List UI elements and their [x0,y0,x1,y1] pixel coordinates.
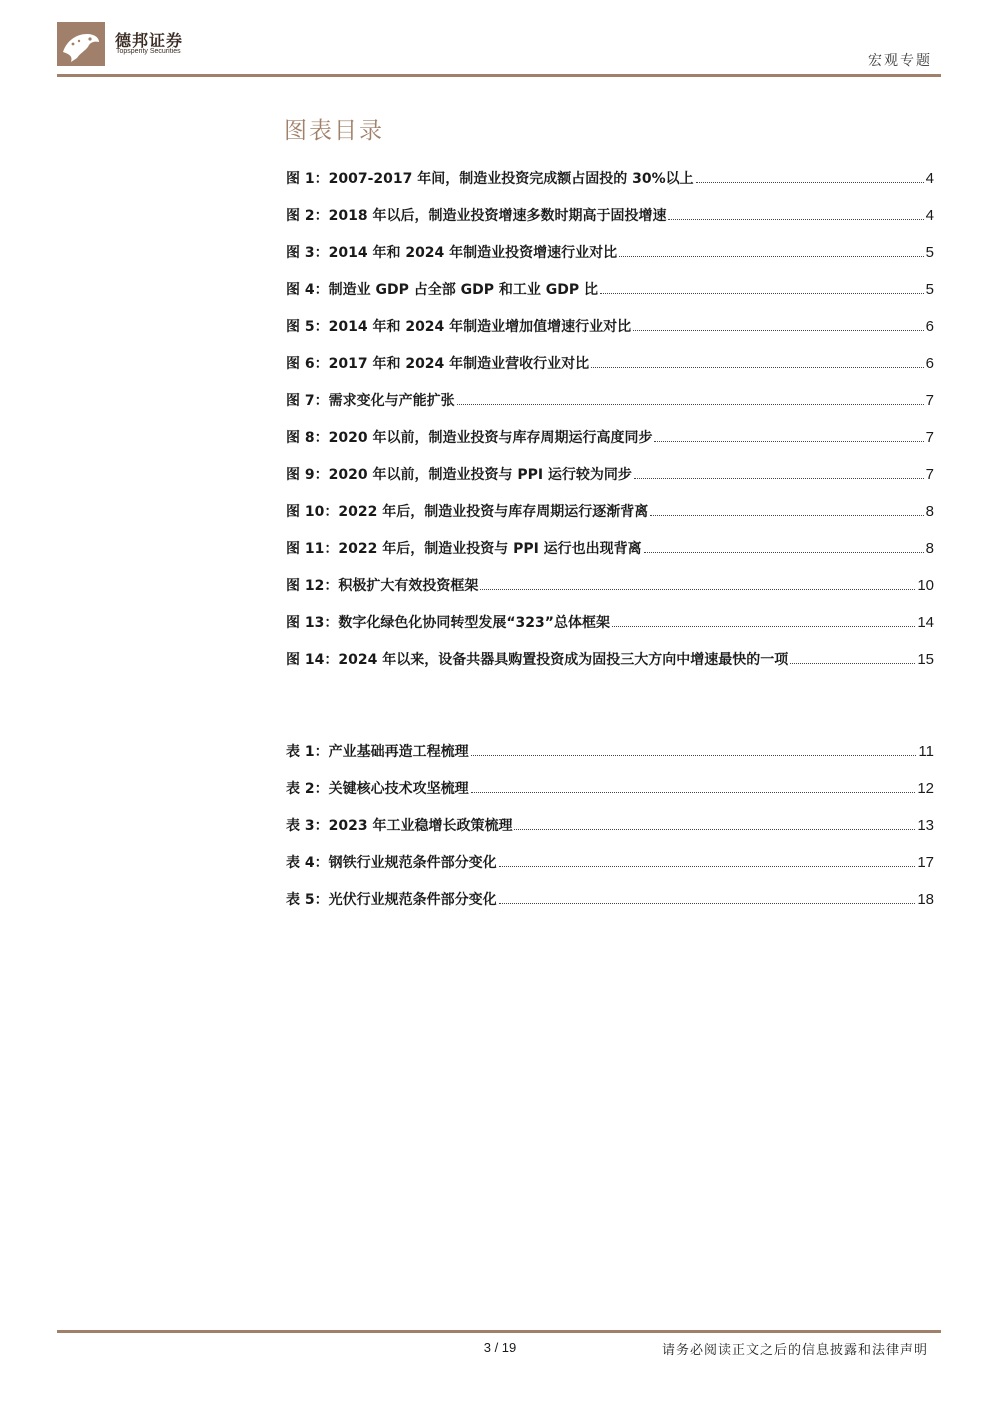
figure-list [286,168,934,686]
leader-dots [668,209,923,220]
leader-dots [471,782,916,793]
toc-figure-entry[interactable] [286,538,934,575]
leader-dots [650,505,923,516]
toc-figure-entry[interactable] [286,649,934,686]
toc-figure-entry-page: 5 [925,244,934,261]
toc-figure-entry[interactable] [286,242,934,279]
legal-disclaimer: 请务必阅读正文之后的信息披露和法律声明 [661,1343,928,1358]
toc-table-entry-label: 表 3：2023 年工业稳增长政策梳理 [286,818,513,834]
leader-dots [634,468,924,479]
toc-figure-entry-label: 图 14：2024 年以来，设备共器具购置投资成为固投三大方向中增速最快的一项 [286,652,789,668]
leader-dots [499,893,916,904]
page-header [0,0,1000,80]
toc-table-entry-page: 17 [917,854,934,871]
toc-figure-entry[interactable] [286,390,934,427]
leader-dots [612,616,915,627]
page-number: 3 / 19 [483,1340,517,1355]
leader-dots [499,856,916,867]
toc-figure-entry-label: 图 11：2022 年后，制造业投资与 PPI 运行也出现背离 [286,541,642,557]
toc-table-entry[interactable] [286,852,934,889]
leader-dots [633,320,923,331]
toc-table-entry[interactable] [286,889,934,926]
leader-dots [600,283,924,294]
toc-figure-entry-label: 图 3：2014 年和 2024 年制造业投资增速行业对比 [286,245,618,261]
leader-dots [591,357,923,368]
toc-figure-entry[interactable] [286,464,934,501]
toc-figure-entry[interactable] [286,168,934,205]
toc-table-entry-page: 13 [917,817,934,834]
toc-figure-entry-page: 7 [925,429,934,446]
toc-figure-entry[interactable] [286,612,934,649]
toc-figure-entry-label: 图 7：需求变化与产能扩张 [286,393,455,409]
toc-table-entry[interactable] [286,778,934,815]
leader-dots [471,745,917,756]
toc-figure-entry[interactable] [286,279,934,316]
toc-figure-entry-page: 5 [925,281,934,298]
toc-table-entry-label: 表 4：钢铁行业规范条件部分变化 [286,855,497,871]
leader-dots [790,653,915,664]
toc-figure-entry-label: 图 13：数字化绿色化协同转型发展“323”总体框架 [286,615,610,631]
toc-table-entry[interactable] [286,741,934,778]
leader-dots [696,172,924,183]
toc-table-entry-page: 12 [917,780,934,797]
toc-figure-entry[interactable] [286,501,934,538]
section-tag: 宏观专题 [868,53,932,69]
toc-figure-entry-label: 图 5：2014 年和 2024 年制造业增加值增速行业对比 [286,319,632,335]
table-list [286,741,934,926]
footer-divider [57,1330,941,1333]
toc-figure-entry-page: 15 [917,651,934,668]
toc-figure-entry-page: 7 [925,392,934,409]
leader-dots [480,579,915,590]
toc-figure-entry-page: 7 [925,466,934,483]
toc-figure-entry-page: 10 [917,577,934,594]
toc-figure-entry[interactable] [286,353,934,390]
toc-figure-entry-label: 图 8：2020 年以前，制造业投资与库存周期运行高度同步 [286,430,653,446]
toc-figure-entry-label: 图 1：2007-2017 年间，制造业投资完成额占固投的 30%以上 [286,171,694,187]
toc-figure-entry-page: 4 [925,170,934,187]
toc-figure-entry-label: 图 6：2017 年和 2024 年制造业营收行业对比 [286,356,590,372]
toc-table-entry-page: 18 [917,891,934,908]
toc-figure-entry[interactable] [286,205,934,242]
leader-dots [457,394,924,405]
leader-dots [644,542,924,553]
topsperity-logo [57,22,105,66]
toc-table-entry[interactable] [286,815,934,852]
brand-name-en: Topsperity Securities [116,48,181,55]
toc-table-entry-page: 11 [918,743,934,760]
toc-figure-entry-label: 图 2：2018 年以后，制造业投资增速多数时期高于固投增速 [286,208,667,224]
toc-figure-entry-label: 图 9：2020 年以前，制造业投资与 PPI 运行较为同步 [286,467,632,483]
toc-figure-entry[interactable] [286,427,934,464]
toc-table-entry-label: 表 5：光伏行业规范条件部分变化 [286,892,497,908]
toc-table-entry-label: 表 1：产业基础再造工程梳理 [286,744,469,760]
toc-figure-entry-page: 6 [925,355,934,372]
toc-figure-entry-page: 6 [925,318,934,335]
toc-figure-entry-label: 图 10：2022 年后，制造业投资与库存周期运行逐渐背离 [286,504,649,520]
toc-figure-entry-label: 图 4：制造业 GDP 占全部 GDP 和工业 GDP 比 [286,282,598,298]
toc-figure-entry-label: 图 12：积极扩大有效投资框架 [286,578,479,594]
toc-figure-entry-page: 8 [925,540,934,557]
header-divider [57,74,941,77]
leader-dots [514,819,915,830]
toc-figure-entry-page: 14 [917,614,934,631]
toc-figure-entry-page: 4 [925,207,934,224]
leader-dots [654,431,923,442]
toc-figure-entry[interactable] [286,316,934,353]
toc-title: 图表目录 [284,118,384,144]
toc-figure-entry[interactable] [286,575,934,612]
toc-figure-entry-page: 8 [925,503,934,520]
leader-dots [619,246,923,257]
brand-name-cn: 德邦证券 [115,31,184,50]
toc-table-entry-label: 表 2：关键核心技术攻坚梳理 [286,781,469,797]
